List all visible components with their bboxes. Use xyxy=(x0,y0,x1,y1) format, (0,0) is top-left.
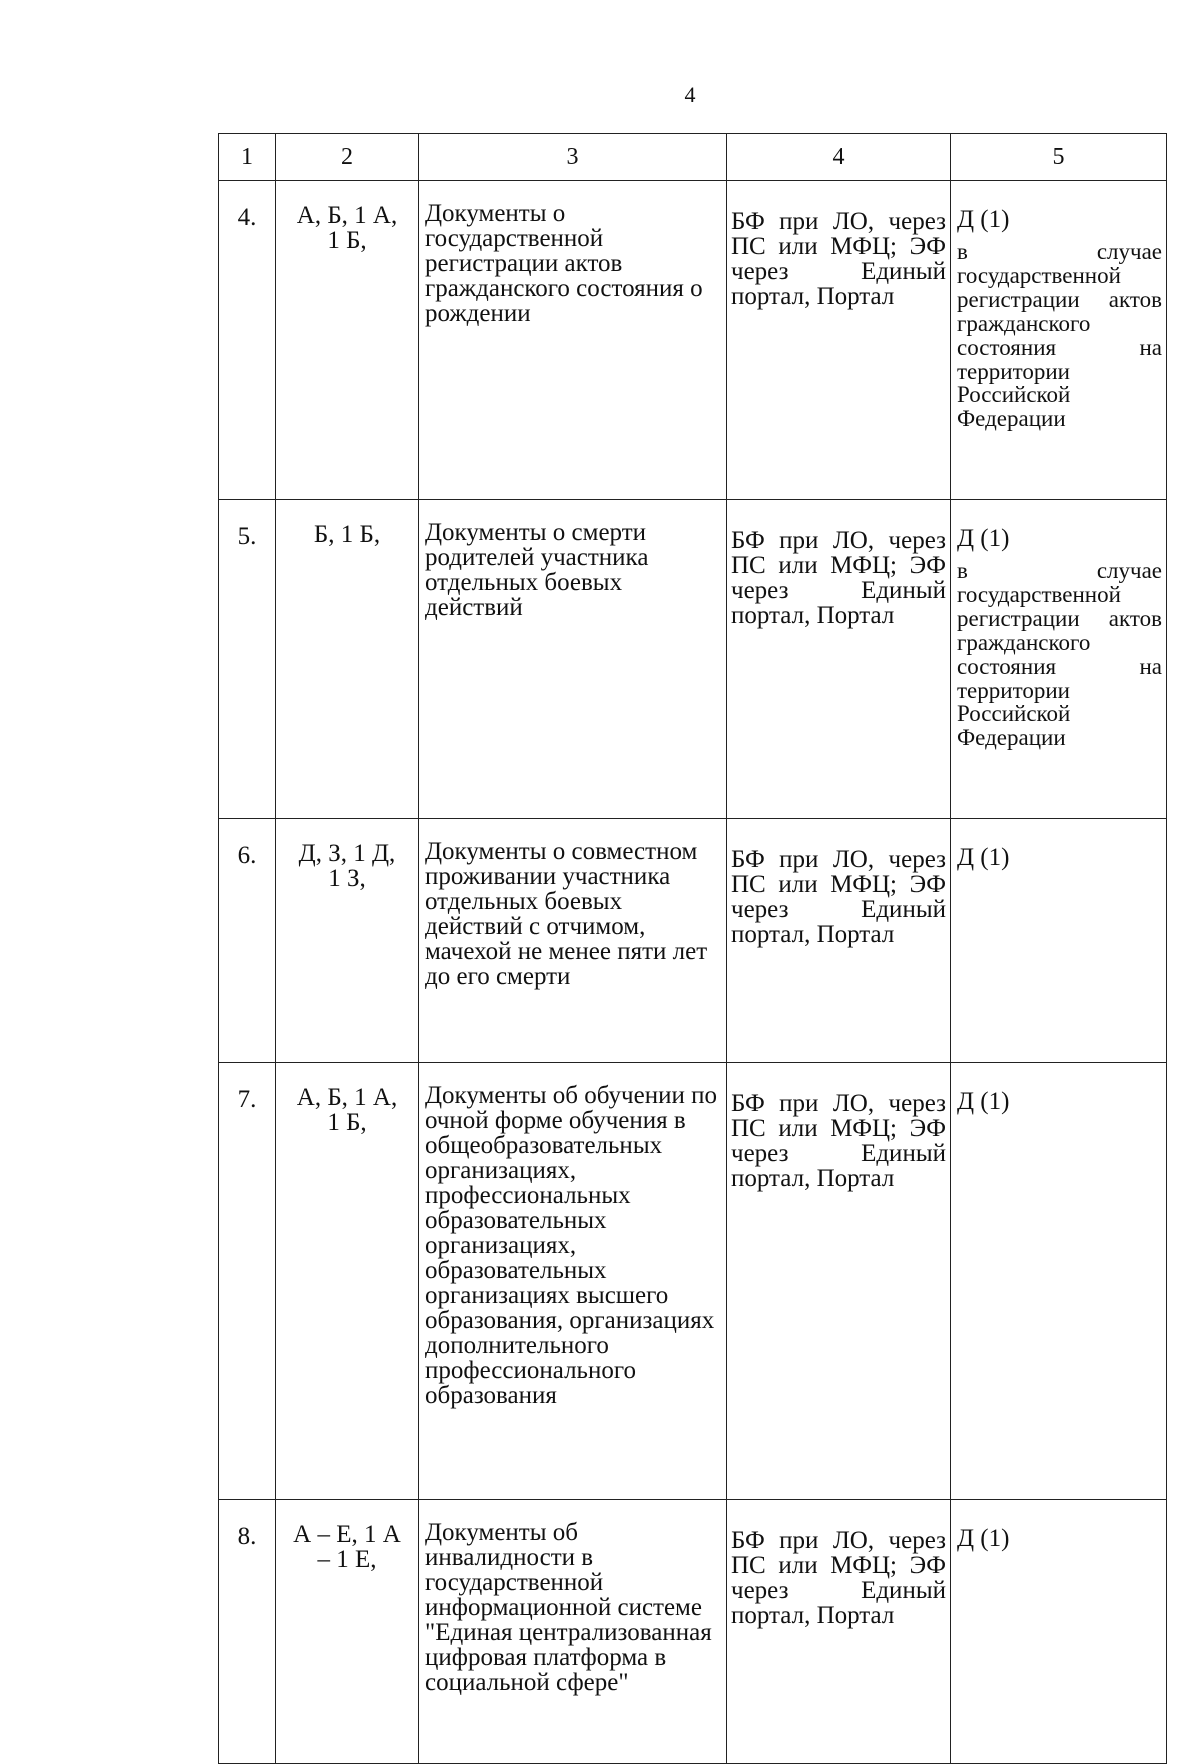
note-body: в случае государственной регистрации актов гражданского состояния на территории Российской Федерации xyxy=(957,239,1162,432)
row-number: 4. xyxy=(219,181,276,500)
row-number: 5. xyxy=(219,500,276,819)
page-number: 4 xyxy=(684,82,696,107)
document-name: Документы о смерти родителей участника отдельных боевых действий xyxy=(419,500,727,819)
row-number: 6. xyxy=(219,819,276,1063)
column-header-5: 5 xyxy=(951,134,1167,181)
note-cell xyxy=(951,500,1167,819)
note-cell xyxy=(951,819,1167,1063)
column-header-1: 1 xyxy=(219,134,276,181)
note-cell xyxy=(951,1063,1167,1500)
document-name: Документы о государственной регистрации актов гражданского состояния о рождении xyxy=(419,181,727,500)
note-head: Д (1) xyxy=(957,844,1010,871)
note-head: Д (1) xyxy=(957,1088,1010,1115)
submission-method: БФ при ЛО, через ПС или МФЦ; ЭФ через Единый портал, Портал xyxy=(727,1500,951,1764)
table-row xyxy=(219,1500,1167,1764)
row-codes: Д, З, 1 Д, 1 З, xyxy=(276,819,419,1063)
row-codes: А, Б, 1 А, 1 Б, xyxy=(276,1063,419,1500)
submission-method: БФ при ЛО, через ПС или МФЦ; ЭФ через Единый портал, Портал xyxy=(727,1063,951,1500)
note-cell xyxy=(951,1500,1167,1764)
table-row xyxy=(219,819,1167,1063)
note-head: Д (1) xyxy=(957,206,1010,233)
row-codes: А, Б, 1 А, 1 Б, xyxy=(276,181,419,500)
table-row xyxy=(219,500,1167,819)
table-row xyxy=(219,1063,1167,1500)
table-header-row xyxy=(219,134,1167,181)
row-codes: А – Е, 1 А – 1 Е, xyxy=(276,1500,419,1764)
row-codes: Б, 1 Б, xyxy=(276,500,419,819)
document-name: Документы о совместном проживании участника отдельных боевых действий с отчимом, мачехой не менее пяти лет до его смерти xyxy=(419,819,727,1063)
note-head: Д (1) xyxy=(957,1525,1010,1552)
note-cell xyxy=(951,181,1167,500)
note-head: Д (1) xyxy=(957,525,1010,552)
submission-method: БФ при ЛО, через ПС или МФЦ; ЭФ через Единый портал, Портал xyxy=(727,819,951,1063)
row-number: 7. xyxy=(219,1063,276,1500)
table-row xyxy=(219,181,1167,500)
column-header-2: 2 xyxy=(276,134,419,181)
column-header-4: 4 xyxy=(727,134,951,181)
submission-method: БФ при ЛО, через ПС или МФЦ; ЭФ через Единый портал, Портал xyxy=(727,500,951,819)
note-body: в случае государственной регистрации актов гражданского состояния на территории Российской Федерации xyxy=(957,558,1162,751)
document-name: Документы об инвалидности в государственной информационной системе "Единая централизованная цифровая платформа в социальной сфере" xyxy=(419,1500,727,1764)
documents-table xyxy=(218,133,1167,1764)
document-name: Документы об обучении по очной форме обучения в общеобразовательных организациях, профессиональных образовательных организациях, образовательных организациях высшего образования, организациях дополнительного профессионального образования xyxy=(419,1063,727,1500)
row-number: 8. xyxy=(219,1500,276,1764)
column-header-3: 3 xyxy=(419,134,727,181)
submission-method: БФ при ЛО, через ПС или МФЦ; ЭФ через Единый портал, Портал xyxy=(727,181,951,500)
